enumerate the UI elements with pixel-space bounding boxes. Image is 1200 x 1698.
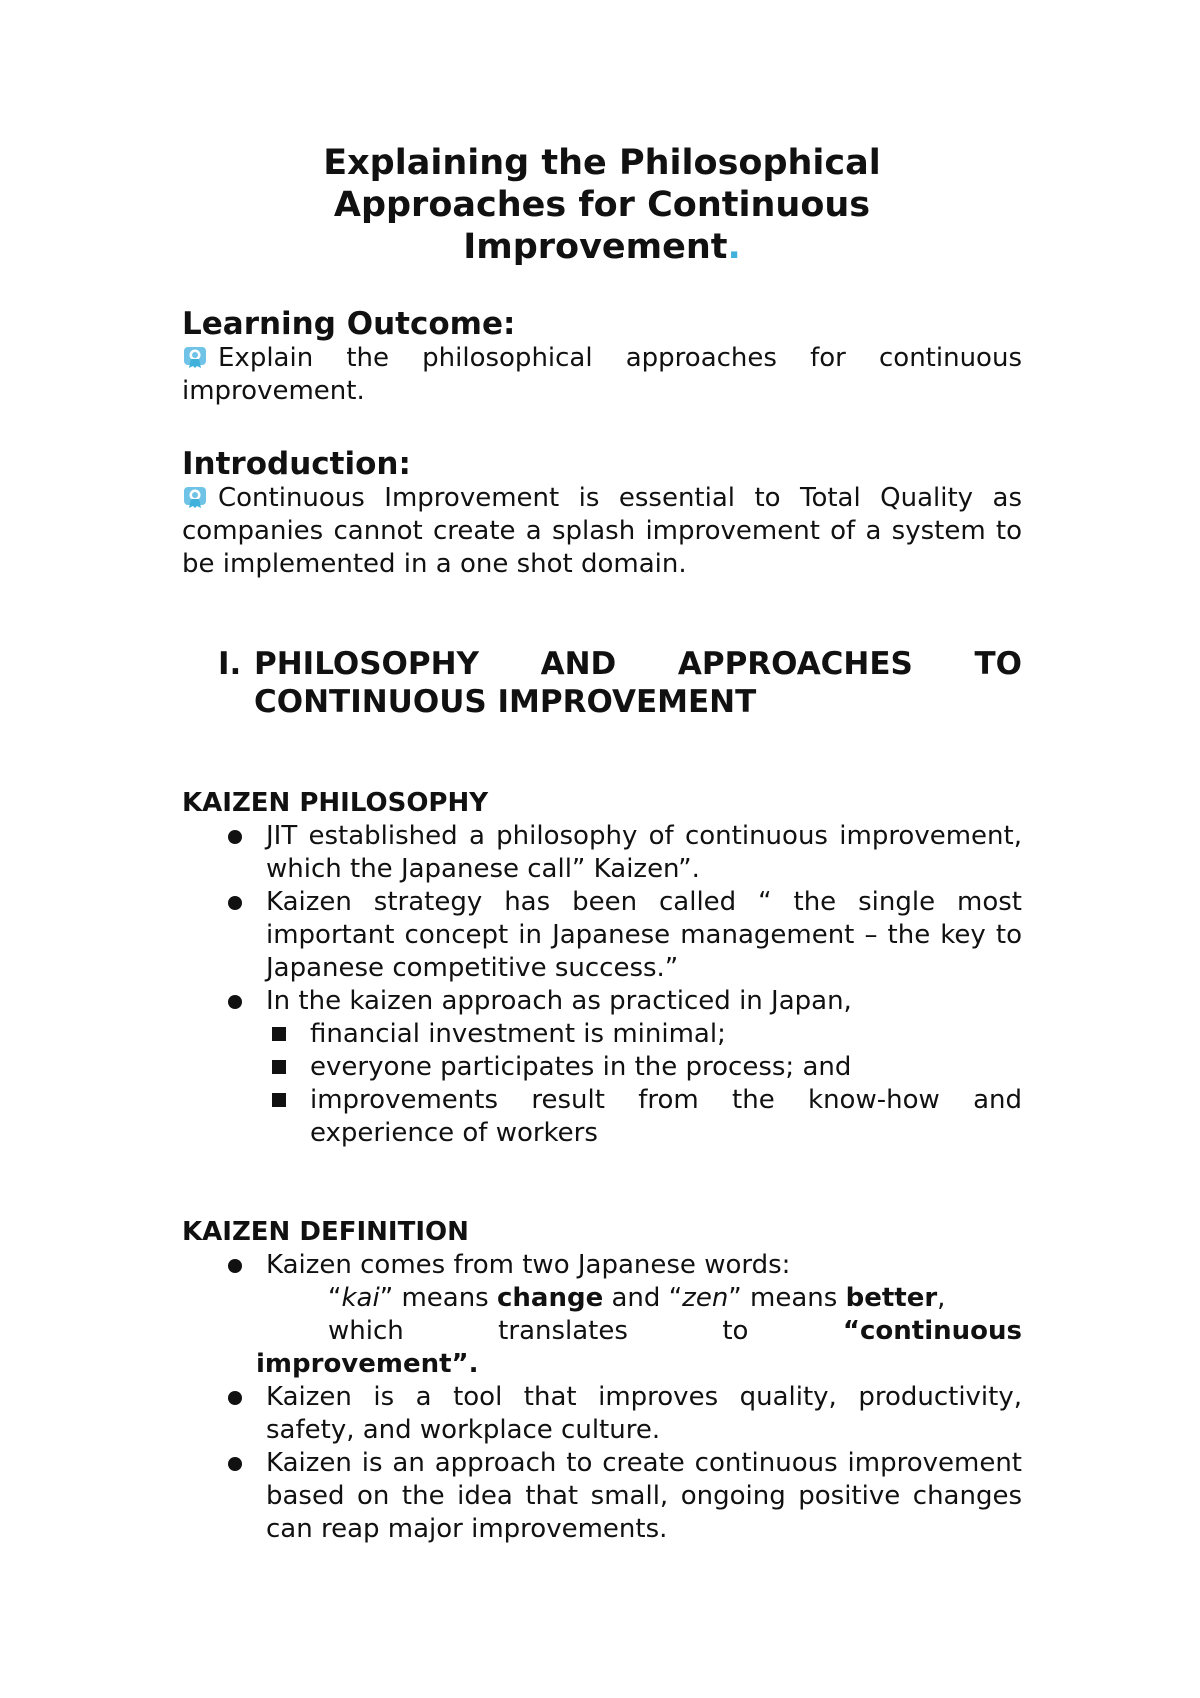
certificate-icon	[182, 484, 208, 510]
list-item	[182, 985, 1022, 1018]
word-zen: zen	[682, 1283, 729, 1313]
introduction-heading: Introduction:	[182, 446, 411, 482]
sub-list-item: financial investment is minimal;	[182, 1018, 1022, 1051]
learning-outcome-text	[182, 342, 1022, 408]
document-content	[182, 142, 1022, 1546]
kaizen-definition-heading: KAIZEN DEFINITION	[182, 1217, 469, 1247]
kaizen-approach-sublist	[182, 1018, 1022, 1150]
document-title	[182, 142, 1022, 268]
open-quote: “	[328, 1283, 342, 1313]
kaizen-definition-list-2	[182, 1381, 1022, 1546]
learning-outcome-heading: Learning Outcome:	[182, 306, 516, 342]
title-line-1: Explaining the Philosophical	[323, 143, 881, 183]
comma: ,	[937, 1283, 946, 1313]
introduction-body: Continuous Improvement is essential to Total Quality as companies cannot create a splash improvement of a system to be implemented in a one shot domain.	[182, 483, 1022, 579]
introduction-text	[182, 482, 1022, 581]
certificate-icon	[182, 344, 208, 370]
translation-text: which translates to	[328, 1316, 749, 1346]
section-title-line-1: PHILOSOPHY AND APPROACHES TO	[254, 646, 1022, 682]
close-quote: ”	[728, 1283, 742, 1313]
title-line-3-text: Improvement	[463, 227, 728, 267]
list-item: JIT established a philosophy of continuous improvement, which the Japanese call” Kaizen”.	[182, 820, 1022, 886]
section-title	[254, 645, 1022, 721]
section-number: I.	[218, 646, 242, 682]
title-line-2: Approaches for Continuous	[333, 185, 871, 225]
open-quote: “	[668, 1283, 683, 1313]
sub-list-item: improvements result from the know-how and experience of workers	[182, 1084, 1022, 1150]
sub-list-item: everyone participates in the process; and	[182, 1051, 1022, 1084]
word-kai: kai	[341, 1283, 380, 1313]
means-text: means	[741, 1283, 846, 1313]
learning-outcome-body: Explain the philosophical approaches for continuous improvement.	[182, 343, 1022, 406]
word-better: better	[845, 1283, 938, 1313]
kai-zen-meaning	[182, 1282, 1022, 1315]
translation-line	[182, 1315, 1022, 1348]
list-item: Kaizen comes from two Japanese words:	[182, 1249, 1022, 1282]
translation-end: improvement”.	[256, 1349, 479, 1379]
section-heading-1	[218, 645, 1022, 721]
close-quote: ”	[379, 1283, 394, 1313]
and-text: and	[603, 1283, 669, 1313]
means-text: means	[393, 1283, 497, 1313]
list-item: Kaizen is a tool that improves quality, productivity, safety, and workplace culture.	[182, 1381, 1022, 1447]
kaizen-philosophy-list	[182, 820, 1022, 1018]
word-change: change	[497, 1283, 604, 1313]
list-item: Kaizen strategy has been called “ the single most important concept in Japanese management – the key to Japanese competitive success.”	[182, 886, 1022, 985]
title-line-3	[182, 226, 1022, 268]
title-accent-dot: .	[727, 227, 741, 267]
list-item: Kaizen is an approach to create continuous improvement based on the idea that small, ongoing positive changes can reap major improvements.	[182, 1447, 1022, 1546]
word-continuous: “continuous	[842, 1316, 1023, 1346]
kaizen-philosophy-heading: KAIZEN PHILOSOPHY	[182, 788, 489, 818]
list-item-text: In the kaizen approach as practiced in Japan,	[266, 986, 852, 1016]
kaizen-definition-list	[182, 1249, 1022, 1282]
section-title-line-2: CONTINUOUS IMPROVEMENT	[254, 684, 757, 720]
